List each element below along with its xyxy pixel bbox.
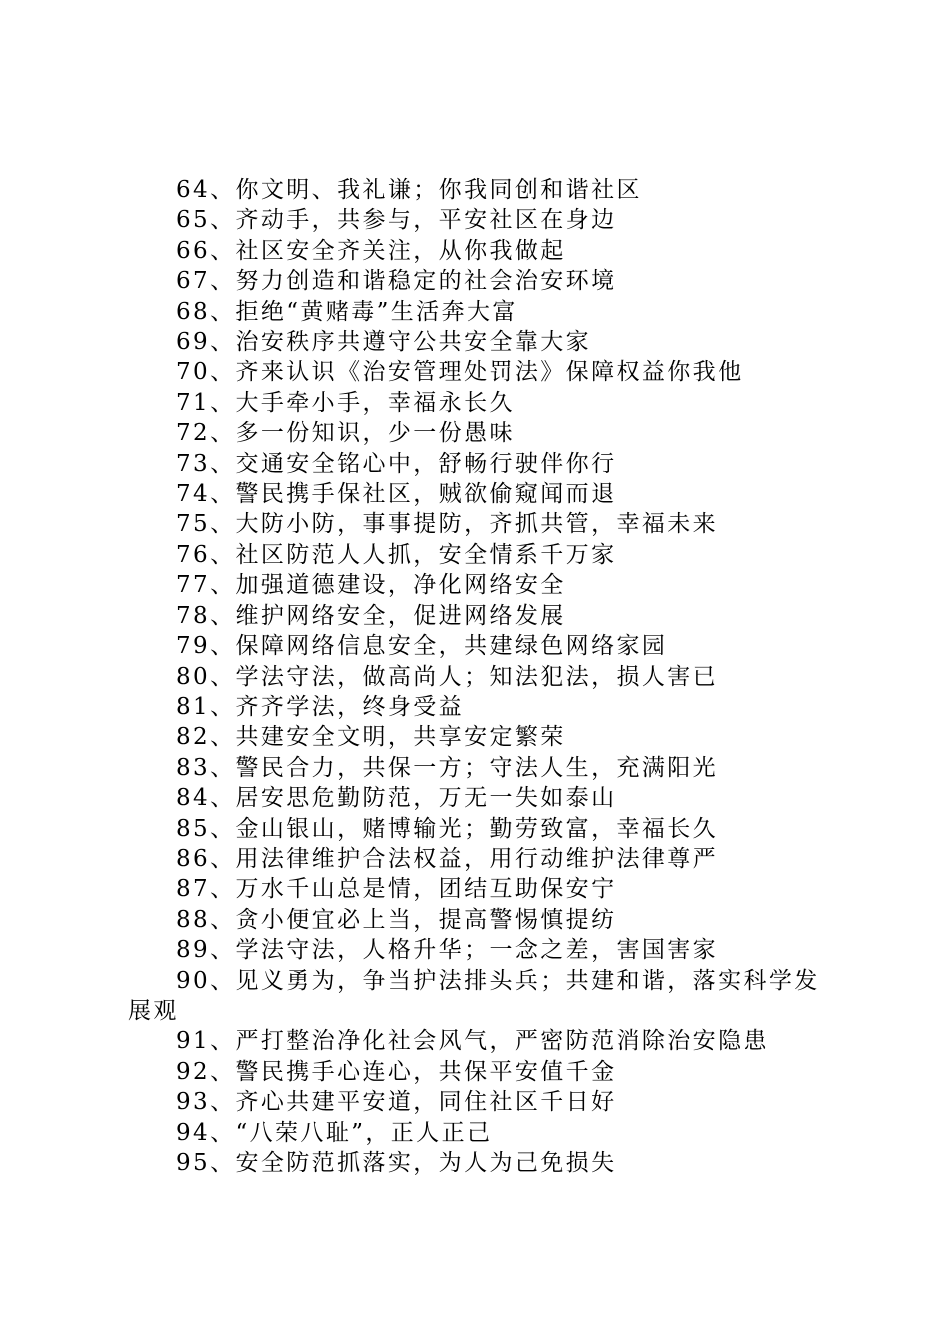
- slogan-line-93: 93、齐心共建平安道，同住社区千日好: [176, 1089, 617, 1116]
- slogan-line-72: 72、多一份知识，少一份愚味: [176, 420, 515, 447]
- slogan-line-86: 86、用法律维护合法权益，用行动维护法律尊严: [176, 845, 719, 872]
- slogan-line-68: 68、拒绝“黄赌毒”生活奔大富: [176, 298, 518, 325]
- document-body: [128, 175, 838, 1178]
- slogan-line-74: 74、警民携手保社区，贼欲偷窥闻而退: [176, 481, 617, 508]
- slogan-line-65: 65、齐动手，共参与，平安社区在身边: [176, 207, 617, 234]
- slogan-line-81: 81、齐齐学法，终身受益: [176, 693, 465, 720]
- slogan-line-90: 90、见义勇为，争当护法排头兵；共建和谐，落实科学发展观: [128, 967, 820, 1024]
- slogan-line-85: 85、金山银山，赌博输光；勤劳致富，幸福长久: [176, 815, 719, 842]
- slogan-line-80: 80、学法守法，做高尚人；知法犯法，损人害已: [176, 663, 719, 690]
- slogan-line-84: 84、居安思危勤防范，万无一失如泰山: [176, 785, 617, 812]
- slogan-line-89: 89、学法守法，人格升华；一念之差，害国害家: [176, 937, 719, 964]
- slogan-line-77: 77、加强道德建设，净化网络安全: [176, 572, 566, 599]
- slogan-line-82: 82、共建安全文明，共享安定繁荣: [176, 724, 566, 751]
- slogan-line-76: 76、社区防范人人抓，安全情系千万家: [176, 541, 617, 568]
- slogan-line-73: 73、交通安全铭心中，舒畅行驶伴你行: [176, 450, 617, 477]
- slogan-line-87: 87、万水千山总是情，团结互助保安宁: [176, 876, 617, 903]
- slogan-line-75: 75、大防小防，事事提防，齐抓共管，幸福未来: [176, 511, 719, 538]
- slogan-line-83: 83、警民合力，共保一方；守法人生，充满阳光: [176, 754, 719, 781]
- slogan-line-79: 79、保障网络信息安全，共建绿色网络家园: [176, 633, 668, 660]
- slogan-line-66: 66、社区安全齐关注，从你我做起: [176, 237, 566, 264]
- slogan-line-95: 95、安全防范抓落实，为人为己免损失: [176, 1150, 617, 1176]
- slogan-line-69: 69、治安秩序共遵守公共安全靠大家: [176, 329, 592, 356]
- slogan-line-88: 88、贪小便宜必上当，提高警惕慎提纺: [176, 906, 617, 933]
- slogan-line-67: 67、努力创造和谐稳定的社会治安环境: [176, 268, 617, 295]
- slogan-line-94: 94、“八荣八耻”，正人正己: [176, 1119, 493, 1146]
- slogan-line-78: 78、维护网络安全，促进网络发展: [176, 602, 566, 629]
- slogan-line-92: 92、警民携手心连心，共保平安值千金: [176, 1058, 617, 1085]
- slogan-line-71: 71、大手牵小手，幸福永长久: [176, 389, 515, 416]
- slogan-line-70: 70、齐来认识《治安管理处罚法》保障权益你我他: [176, 359, 744, 386]
- slogan-line-91: 91、严打整治净化社会风气，严密防范消除治安隐患: [176, 1028, 769, 1055]
- slogan-line-64: 64、你文明、我礼谦；你我同创和谐社区: [176, 177, 642, 203]
